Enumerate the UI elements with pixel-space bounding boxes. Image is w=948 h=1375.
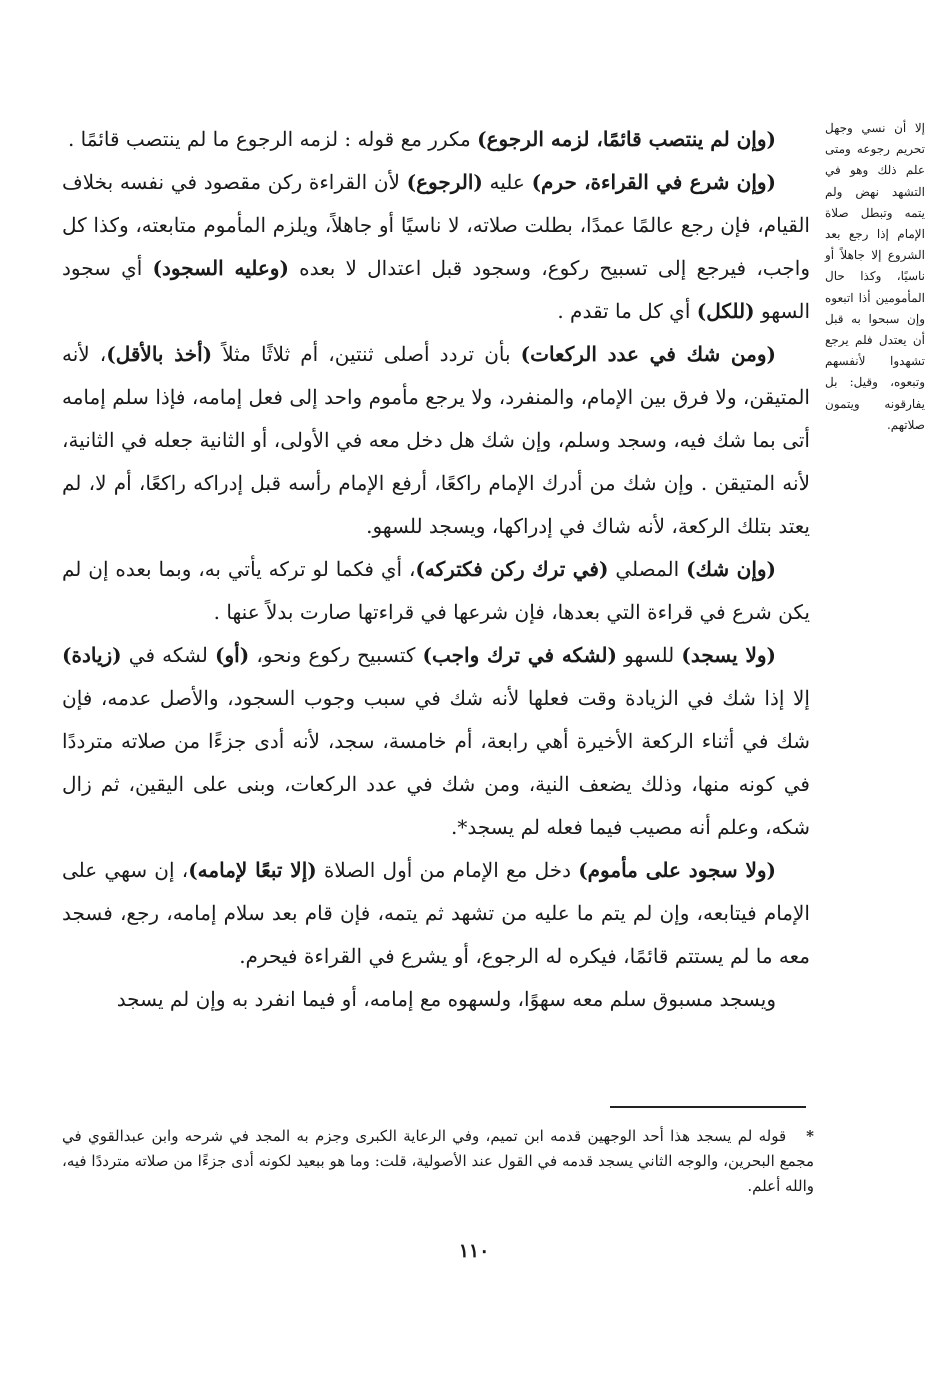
footnote-divider — [610, 1106, 806, 1108]
footnote — [62, 1124, 814, 1199]
paragraph — [62, 978, 810, 1021]
text-run: ، لأنه المتيقن، ولا فرق بين الإمام، والمنفرد، ولا يرجع مأموم واحد إلى فعل إمامه، فإذا سلم إمامه أتى بما شك فيه، وسجد وسلم، وإن شك هل دخل معه في الأولى، أو الثانية جعله في الثانية، لأنه المتيقن . وإن شك من أدرك الإمام راكعًا، أرفع الإمام رأسه قبل إدراكه راكعًا، أم لا، لم يعتد بتلك الركعة، لأنه شاك في إدراكها، ويسجد للسهو. — [62, 342, 810, 538]
bold-phrase: (ومن شك في عدد الركعات) — [520, 342, 776, 366]
page-number: ١١٠ — [458, 1240, 490, 1262]
text-run: ، أي فكما لو تركه يأتي به، وبما بعده إن لم يكن شرع في قراءة التي بعدها، فإن شرعها في قراءتها صارت بدلاً عنها . — [62, 557, 810, 624]
bold-phrase: (الرجوع) — [406, 170, 483, 194]
paragraph — [62, 161, 810, 333]
text-run: ويسجد مسبوق سلم معه سهوًا، ولسهوه مع إمامه، أو فيما انفرد به وإن لم يسجد — [116, 987, 776, 1011]
main-text — [62, 118, 810, 1021]
paragraph — [62, 333, 810, 548]
paragraph — [62, 118, 810, 161]
bold-phrase: (ولا سجود على مأموم) — [578, 858, 776, 882]
bold-phrase: (أو) — [215, 643, 250, 667]
bold-phrase: (أخذ بالأقل) — [106, 342, 213, 366]
text-run: دخل مع الإمام من أول الصلاة — [316, 858, 579, 882]
bold-phrase: (لشكه في ترك واجب) — [422, 643, 617, 667]
paragraph — [62, 634, 810, 849]
bold-phrase: (وعليه السجود) — [152, 256, 289, 280]
margin-note: إلا أن نسي وجهل تحريم رجوعه ومتى علم ذلك وهو في التشهد نهض ولم يتمه وتبطل صلاة الإمام إذا رجع بعد الشروع إلا جاهلاً أو ناسيًا، وكذا حال المأمومين أذا اتبعوه وإن سبحوا به قبل أن يعتدل فلم يرجع تشهدوا لأنفسهم وتبعوه، وقيل: بل يفارقونه ويتمون صلاتهم. — [825, 121, 925, 432]
bold-phrase: (ولا يسجد) — [681, 643, 776, 667]
footnote-marker: * — [806, 1127, 815, 1145]
footnote-text: قوله لم يسجد هذا أحد الوجهين قدمه ابن تميم، وفي الرعاية الكبرى وجزم به المجد في شرحه وابن عبدالقوي في مجمع البحرين، والوجه الثاني يسجد قدمه في القول عند الأصولية، قلت: وما هو ببعيد لكونه أدى جزءًا من صلاته مترددًا فيه، والله أعلم. — [62, 1127, 814, 1195]
text-run: إلا إذا شك في الزيادة وقت فعلها لأنه شك في سبب وجوب السجود، والأصل عدمه، فإن شك في أثناء الركعة الأخيرة أهي رابعة، أم خامسة، سجد، لأنه أدى جزءًا من صلاته مترددًا في كونه منها، وذلك يضعف النية، ومن شك في عدد الركعات، وبنى على اليقين، ثم زال شكه، وعلم أنه مصيب فيما فعله لم يسجد*. — [62, 686, 810, 839]
text-run: أي سجود السهو — [62, 256, 810, 323]
text-run: ، إن سهي على الإمام فيتابعه، وإن لم يتم ما عليه من تشهد ثم يتمه، فإن قام بعد سلام إمامه، رجع، فسجد معه ما لم يستتم قائمًا، فيكره له الرجوع، أو يشرع في القراءة فيحرم. — [62, 858, 810, 968]
text-run: لأن القراءة ركن مقصود في نفسه بخلاف القيام، فإن رجع عالمًا عمدًا، بطلت صلاته، لا ناسيًا أو جاهلاً، ويلزم المأموم متابعته، وكذا كل واجب، فيرجع إلى تسبيح ركوع، وسجود قبل اعتدال لا بعده — [62, 170, 810, 280]
bold-phrase: (وإن شرع في القراءة، حرم) — [531, 170, 777, 194]
bold-phrase: (وإن شك) — [686, 557, 777, 581]
text-run: لشكه في — [121, 643, 216, 667]
paragraph — [62, 849, 810, 978]
bold-phrase: (للكل) — [696, 299, 755, 323]
text-run: عليه — [482, 170, 532, 194]
text-run: المصلي — [608, 557, 687, 581]
bold-phrase: (في ترك ركن فكتركه) — [415, 557, 609, 581]
text-run: مكرر مع قوله : لزمه الرجوع ما لم ينتصب قائمًا . — [67, 127, 478, 151]
bold-phrase: (إلا تبعًا لإمامه) — [188, 858, 317, 882]
paragraph — [62, 548, 810, 634]
bold-phrase: (وإن لم ينتصب قائمًا، لزمه الرجوع) — [477, 127, 776, 151]
text-run: كتسبيح ركوع ونحو، — [249, 643, 423, 667]
text-run: أي كل ما تقدم . — [557, 299, 697, 323]
text-run: للسهو — [617, 643, 682, 667]
bold-phrase: (زيادة) — [62, 643, 122, 667]
text-run: بأن تردد أصلى ثنتين، أم ثلاثًا مثلاً — [212, 342, 521, 366]
